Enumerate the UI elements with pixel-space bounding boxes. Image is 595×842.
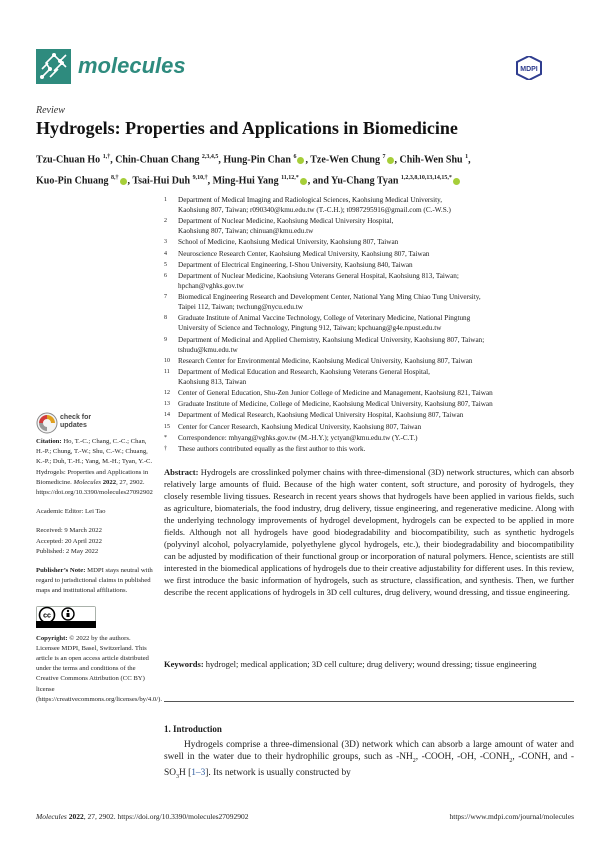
check-updates-icon: [36, 412, 58, 434]
citation-label: Citation:: [36, 438, 62, 445]
footer-citation: [36, 812, 249, 821]
affiliation-item: [164, 422, 574, 432]
author-affiliation-sup: 6: [293, 154, 297, 160]
author-line-1: Tzu-Chuan Ho $^{1,\dagger}$, Chin-Chuan Chang $^{2,3,4,5}$, Hung-Pin Chan $^6$ , Tze-Wen Chung $^7$ , Chih-Wen Shu $^1$,: [36, 154, 471, 166]
affiliation-line: tshudu@kmu.edu.tw: [178, 345, 238, 354]
affiliation-line: Correspondence: mhyang@vghks.gov.tw (M.-H.Y.); yctyan@kmu.edu.tw (Y.-C.T.): [178, 433, 418, 442]
affiliation-item: [164, 356, 574, 366]
orcid-icon[interactable]: [453, 178, 460, 185]
affiliation-number: 14: [164, 412, 170, 419]
orcid-icon[interactable]: [387, 157, 394, 164]
affiliation-line: Graduate Institute of Animal Vaccine Technology, College of Veterinary Medicine, National Pingtung: [178, 314, 471, 323]
affiliation-item: [164, 216, 574, 236]
cc-by-license-icon[interactable]: [36, 606, 96, 628]
affiliation-item: [164, 195, 574, 215]
check-updates-line2: updates: [60, 422, 87, 429]
received-date: Received: 9 March 2022: [36, 527, 102, 535]
abstract: [164, 466, 574, 599]
affiliation-item: [164, 249, 574, 259]
affiliation-line: These authors contributed equally as the first author to this work.: [178, 445, 366, 453]
author-line-2: Kuo-Pin Chuang $^{8,\dagger}$ , Tsai-Hui Duh $^{9,10,\dagger}$, Ming-Hui Yang $^{11,12,*}$ , and Yu-Chang Tyan $^{1,2,3,8,10,13,14,15,*}$: [36, 169, 576, 190]
affiliation-item: [164, 433, 574, 443]
publisher-note-label: Publisher’s Note:: [36, 567, 86, 575]
affiliation-line: Research Center for Environmental Medicine, Kaohsiung Medical University, Kaohsiung 807, Taiwan: [178, 356, 473, 365]
journal-logo-icon: [36, 49, 71, 84]
author-name: Tsai-Hui Duh: [132, 175, 191, 187]
abstract-text: Hydrogels are crosslinked polymer chains with three-dimensional (3D) network structures, which can absorb relatively large amounts of fluid. Because of the high water content, soft structure, and porosity of hydrogels, they closely resemble living tissues. Research in recent years shows that hydrogels have been applied in various fields, such as agriculture, biomaterials, the food industry, drug delivery, tissue engineering, and regenerative medicine. Along with the underlying technology improvements of hydrogel development, hydrogels can be expected to be applied in more fields. Although not all hydrogels have good biodegradability and biocompatibility, such as synthetic hydrogels (polyvinyl alcohol, polyacrylamide, polyethylene glycol hydrogels, etc.), their biodegradability and biocompatibility can be adjusted by modification of their functional group or incorporation of natural polymers. Hence, scientists are still interested in the biomedical applications of hydrogels due to their creative adjustability for different uses. In this review, we first introduce the basic information of hydrogels, such as structure, classification, and synthesis. Then, we further describe the recent applications of hydrogels in 3D cell cultures, drug delivery, wound dressing, and tissue engineering.: [164, 467, 575, 598]
affiliation-item: [164, 399, 574, 409]
affiliation-number: 2: [164, 218, 167, 225]
affiliation-item: [164, 388, 574, 398]
affiliation-item: [164, 271, 574, 291]
affiliation-number: 8: [164, 315, 167, 322]
publisher-note: [36, 566, 156, 597]
affiliation-item: [164, 237, 574, 247]
affiliation-item: [164, 313, 574, 333]
author-list: [36, 148, 576, 191]
author-name: Chih-Wen Shu: [399, 154, 463, 166]
affiliation-line: School of Medicine, Kaohsiung Medical University, Kaohsiung 807, Taiwan: [178, 238, 399, 247]
keywords-text: hydrogel; medical application; 3D cell culture; drug delivery; wound dressing; tissue engineering: [205, 659, 537, 669]
affiliation-list: [164, 195, 574, 455]
section-heading: 1. Introduction: [164, 724, 222, 734]
affiliation-number: †: [164, 446, 167, 452]
affiliation-line: Neuroscience Research Center, Kaohsiung Medical University, Kaohsiung 807, Taiwan: [178, 249, 430, 258]
author-name: Ming-Hui Yang: [212, 175, 279, 187]
intro-text-d: H [: [178, 768, 192, 779]
footer-year: 2022: [68, 812, 84, 821]
citation-block: [36, 437, 156, 498]
affiliation-number: 12: [164, 390, 170, 397]
affiliation-item: [164, 292, 574, 312]
affiliation-line: Department of Nuclear Medicine, Kaohsiung Medical University Hospital,: [178, 217, 394, 226]
intro-text-c: , -CONH, and -SO: [164, 752, 574, 779]
svg-text:cc: cc: [43, 612, 51, 620]
intro-text-b: , -COOH, -OH, -CONH: [415, 752, 510, 763]
citation-link[interactable]: 1–3: [191, 768, 206, 779]
affiliation-line: hpchan@vghks.gov.tw: [178, 281, 244, 290]
section-divider: [164, 701, 574, 702]
affiliation-line: Taipei 112, Taiwan; twchung@nycu.edu.tw: [178, 303, 303, 312]
author-affiliation-sup: 2,3,4,5: [201, 154, 219, 160]
affiliation-number: 9: [164, 336, 167, 343]
affiliation-number: 3: [164, 239, 167, 246]
orcid-icon[interactable]: [297, 157, 304, 164]
affiliation-item: [164, 260, 574, 270]
affiliation-number: 13: [164, 401, 170, 408]
author-affiliation-sup: 11,12,*: [281, 175, 299, 182]
affiliation-line: Graduate Institute of Medicine, College of Medicine, Kaohsiung Medical University, Kaohsiung 807, Taiwan: [178, 400, 493, 409]
copyright-block: [36, 634, 162, 705]
citation-journal: Molecules: [73, 478, 102, 486]
keywords-label: Keywords:: [164, 659, 204, 669]
page-footer: [36, 812, 574, 821]
affiliation-line: Center of General Education, Shu-Zen Junior College of Medicine and Management, Kaohsiung 821, Taiwan: [178, 389, 493, 398]
affiliation-item: [164, 335, 574, 355]
author-name: Kuo-Pin Chuang: [36, 175, 109, 187]
intro-text-e: ]. Its network is usually constructed by: [205, 768, 351, 779]
author-name: Tzu-Chuan Ho: [36, 154, 101, 166]
author-affiliation-sup: 1,†: [102, 154, 111, 160]
affiliation-number: 10: [164, 357, 170, 364]
affiliation-item: [164, 367, 574, 387]
affiliation-number: 1: [164, 197, 167, 203]
intro-text-a: Hydrogels comprise a three-dimensional (3D) network which can absorb a large amount of water and swell in the water due to their hydrophilic groups, such as -NH: [164, 740, 574, 763]
footer-journal: Molecules: [36, 812, 67, 821]
accepted-date: Accepted: 20 April 2022: [36, 537, 102, 545]
affiliation-number: 6: [164, 272, 167, 279]
affiliation-item: [164, 410, 574, 420]
introduction-paragraph: Hydrogels comprise a three-dimensional (3D) network which can absorb a large amount of water and swell in the water due to their hydrophilic groups, such as $-NH_2$, -COOH, -OH, $-CONH_2$, -CONH, and $-SO_3H$ [1–3]. Its network is usually constructed by: [164, 740, 574, 781]
affiliation-number: 11: [164, 368, 170, 375]
citation-year: 2022: [102, 478, 117, 486]
author-affiliation-sup: 1,2,3,8,10,13,14,15,*: [400, 175, 452, 182]
affiliation-line: Department of Nuclear Medicine, Kaohsiung Veterans General Hospital, Kaohsiung 813, Taiwan;: [178, 271, 459, 280]
citation-text: Ho, T.-C.; Chang, C.-C.; Chan, H.-P.; Chung, T.-W.; Shu, C.-W.; Chuang, K.-P.; Duh, T.-H.; Yang, M.-H.; Tyan, Y.-C. Hydrogels: Properties and Applications in Biomedicine.: [36, 438, 153, 486]
footer-rest: , 27, 2902. https://doi.org/10.3390/molecules27092902: [83, 812, 249, 821]
publisher-note-text: MDPI stays neutral with regard to jurisdictional claims in published maps and institutional affiliations.: [36, 567, 153, 595]
affiliation-line: Department of Medical Education and Research, Kaohsiung Veterans General Hospital,: [178, 367, 430, 376]
citation-rest: , 27, 2902. https://doi.org/10.3390/molecules27092902: [36, 478, 153, 497]
copyright-label: Copyright:: [36, 634, 68, 642]
affiliation-line: University of Science and Technology, Pingtung 912, Taiwan; kpchuang@g4e.npust.edu.tw: [178, 324, 442, 333]
sidebar-notes: [36, 437, 162, 714]
orcid-icon[interactable]: [120, 178, 127, 185]
affiliation-number: 15: [164, 423, 170, 430]
orcid-icon[interactable]: [300, 178, 307, 185]
affiliation-line: Department of Medical Imaging and Radiological Sciences, Kaohsiung Medical University,: [178, 196, 442, 204]
check-updates-line1: check for: [60, 414, 92, 421]
mdpi-logo-text: MDPI: [520, 66, 538, 73]
affiliation-number: 7: [164, 294, 167, 301]
affiliation-line: Biomedical Engineering Research and Development Center, National Yang Ming Chiao Tung University,: [178, 293, 481, 302]
footer-url[interactable]: https://www.mdpi.com/journal/molecules: [449, 812, 574, 821]
keywords: [164, 658, 574, 670]
academic-editor: Academic Editor: Lei Tao: [36, 508, 106, 516]
author-name: Hung-Pin Chan: [223, 154, 291, 166]
author-affiliation-sup: 8,†: [111, 175, 119, 182]
article-type: Review: [36, 105, 65, 116]
affiliation-number: 4: [164, 250, 167, 257]
affiliation-line: Department of Medicinal and Applied Chemistry, Kaohsiung Medical University, Kaohsiung 807, Taiwan;: [178, 335, 485, 344]
copyright-text: © 2022 by the authors. Licensee MDPI, Basel, Switzerland. This article is an open access article distributed under the terms and conditions of the Creative Commons Attribution (CC BY) license (https://creativecommons.org/licenses/by/4.0/).: [36, 634, 162, 703]
affiliation-item: [164, 444, 574, 454]
mdpi-logo-icon[interactable]: [514, 56, 544, 80]
affiliation-number: 5: [164, 261, 167, 268]
author-affiliation-sup: 7: [382, 154, 386, 160]
affiliation-number: *: [164, 434, 167, 441]
affiliation-line: Center for Cancer Research, Kaohsiung Medical University, Kaohsiung 807, Taiwan: [178, 422, 422, 431]
author-name: and Yu-Chang Tyan: [312, 175, 399, 187]
author-name: Tze-Wen Chung: [310, 154, 380, 166]
affiliation-line: Kaohsiung 807, Taiwan; chinuan@kmu.edu.tw: [178, 227, 314, 236]
author-affiliation-sup: 1: [465, 154, 469, 160]
check-for-updates-badge[interactable]: [36, 412, 116, 434]
affiliation-line: Department of Electrical Engineering, I-Shou University, Kaohsiung 840, Taiwan: [178, 260, 413, 269]
article-title: Hydrogels: Properties and Applications in Biomedicine: [36, 118, 458, 138]
journal-name: molecules: [78, 53, 186, 78]
affiliation-line: Department of Medical Research, Kaohsiung Medical University Hospital, Kaohsiung 807, Taiwan: [178, 411, 464, 420]
published-date: Published: 2 May 2022: [36, 547, 99, 555]
affiliation-line: Kaohsiung 807, Taiwan; r090340@kmu.edu.tw (T.-C.H.); t0987295916@gmail.com (C.-W.S.): [178, 206, 451, 214]
author-affiliation-sup: 9,10,†: [192, 175, 208, 182]
affiliation-line: Kaohsiung 813, Taiwan: [178, 377, 247, 386]
author-name: Chin-Chuan Chang: [115, 154, 200, 166]
abstract-label: Abstract:: [164, 467, 199, 477]
